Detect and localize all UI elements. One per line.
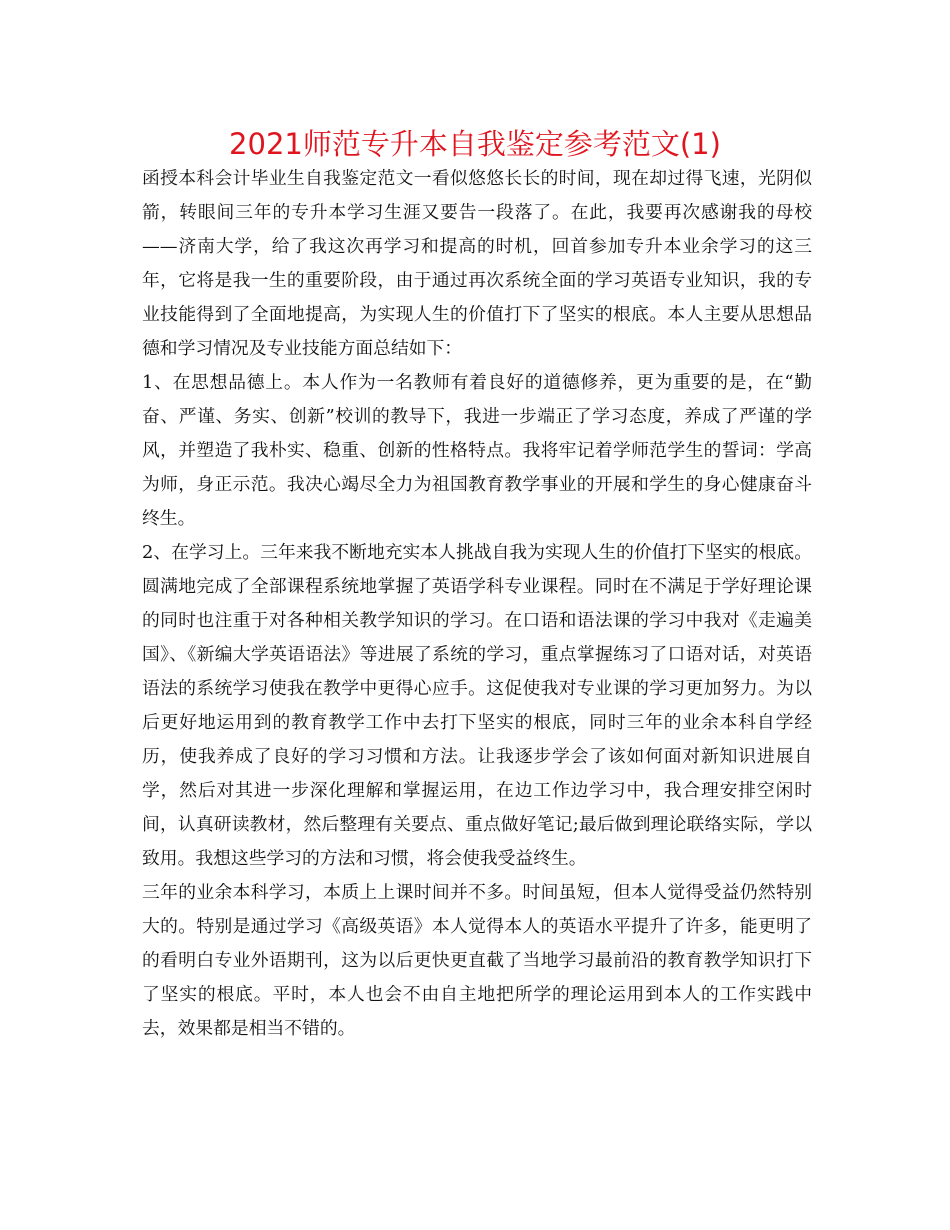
paragraph-intro: 函授本科会计毕业生自我鉴定范文一看似悠悠长长的时间，现在却过得飞速，光阴似箭，转眼间三年的专升本学习生涯又要告一段落了。在此，我要再次感谢我的母校——济南大学，给了我这次再学习和提高的时机，回首参加专升本业余学习的这三年，它将是我一生的重要阶段，由于通过再次系统全面的学习英语专业知识，我的专业技能得到了全面地提高，为实现人生的价值打下了坚实的根底。本人主要从思想品德和学习情况及专业技能方面总结如下： [142, 168, 812, 359]
paragraph-study: 2、在学习上。三年来我不断地充实本人挑战自我为实现人生的价值打下坚实的根底。圆满地完成了全部课程系统地掌握了英语学科专业课程。同时在不满足于学好理论课的同时也注重于对各种相关教学知识的学习。在口语和语法课的学习中我对《走遍美国》、《新编大学英语语法》等进展了系统的学习，重点掌握练习了口语对话，对英语语法的系统学习使我在教学中更得心应手。这促使我对专业课的学习更加努力。为以后更好地运用到的教育教学工作中去打下坚实的根底，同时三年的业余本科自学经历，使我养成了良好的学习习惯和方法。让我逐步学会了该如何面对新知识进展自学，然后对其进一步深化理解和掌握运用，在边工作边学习中，我合理安排空闲时间，认真研读教材，然后整理有关要点、重点做好笔记;最后做到理论联络实际，学以致用。我想这些学习的方法和习惯，将会使我受益终生。 [142, 542, 812, 869]
paragraph-summary: 三年的业余本科学习，本质上上课时间并不多。时间虽短，但本人觉得受益仍然特别大的。特别是通过学习《高级英语》本人觉得本人的英语水平提升了许多，能更明了的看明白专业外语期刊，这为以后更快更直截了当地学习最前沿的教育教学知识打下了坚实的根底。平时，本人也会不由自主地把所学的理论运用到本人的工作实践中去，效果都是相当不错的。 [142, 882, 812, 1039]
document-title: 2021师范专升本自我鉴定参考范文(1) [229, 127, 721, 161]
document-body [142, 162, 812, 1046]
paragraph-moral: 1、在思想品德上。本人作为一名教师有着良好的道德修养，更为重要的是，在“勤奋、严谨、务实、创新”校训的教导下，我进一步端正了学习态度，养成了严谨的学风，并塑造了我朴实、稳重、创新的性格特点。我将牢记着学师范学生的誓词：学高为师，身正示范。我决心竭尽全力为祖国教育教学事业的开展和学生的身心健康奋斗终生。 [142, 372, 812, 529]
